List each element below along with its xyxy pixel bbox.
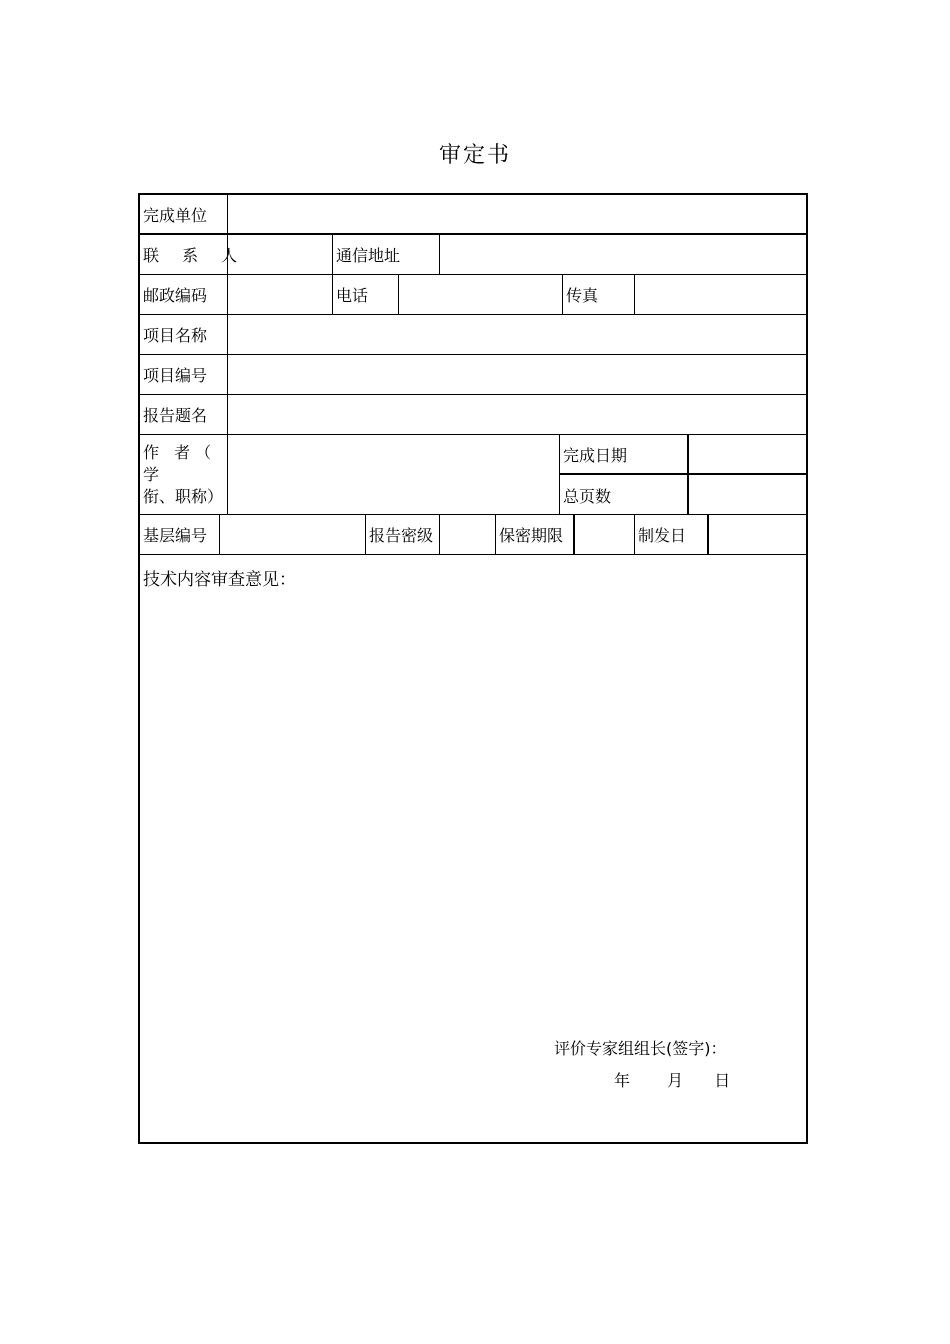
row-project-name: [140, 315, 806, 355]
row-postcode: [140, 275, 806, 315]
secret-term-label: 保密期限: [495, 515, 573, 554]
issue-date-field[interactable]: [707, 515, 808, 554]
unit-label: 完成单位: [143, 205, 208, 225]
author-field[interactable]: [227, 435, 559, 514]
date-day: 日: [714, 1071, 731, 1090]
project-no-field[interactable]: [227, 355, 808, 394]
finish-date-label: 完成日期: [563, 445, 628, 465]
fax-field[interactable]: [634, 275, 808, 314]
author-label: [140, 435, 227, 514]
report-title-field[interactable]: [227, 395, 808, 434]
total-pages-row: [560, 475, 808, 515]
contact-label: 联 系 人: [143, 246, 247, 265]
row-project-no: [140, 355, 806, 395]
date-year: 年: [614, 1071, 631, 1090]
opinion-label: 技术内容审查意见：: [143, 570, 296, 590]
approval-form: [138, 193, 808, 1144]
author-label-line2: 衔、职称）: [143, 486, 224, 506]
base-no-field[interactable]: [219, 515, 365, 554]
secret-term-field[interactable]: [573, 515, 634, 554]
row-author: [140, 435, 806, 515]
project-name-field[interactable]: [227, 315, 808, 354]
contact-field[interactable]: [227, 235, 332, 274]
row-base-no: [140, 515, 806, 555]
report-title-label: 报告题名: [143, 406, 208, 425]
fax-label: 传真: [562, 275, 634, 314]
address-field[interactable]: [439, 235, 808, 274]
issue-date-label: 制发日: [634, 515, 707, 554]
total-pages-label: 总页数: [563, 486, 612, 506]
unit-field[interactable]: [227, 195, 808, 233]
project-name-label: 项目名称: [143, 326, 208, 345]
author-label-line1: 作 者（ 学: [143, 442, 217, 484]
total-pages-field[interactable]: [687, 475, 809, 515]
secret-level-label: 报告密级: [365, 515, 439, 554]
row-unit: [140, 195, 806, 235]
opinion-area[interactable]: [140, 555, 806, 1142]
postcode-label: 邮政编码: [143, 286, 208, 305]
phone-label: 电话: [332, 275, 398, 314]
postcode-field[interactable]: [227, 275, 332, 314]
page-title: 审定书: [438, 143, 511, 168]
author-meta: [559, 435, 808, 514]
date-month: 月: [667, 1071, 684, 1090]
row-report-title: [140, 395, 806, 435]
base-no-label: 基层编号: [143, 526, 208, 545]
secret-level-field[interactable]: [439, 515, 495, 554]
finish-date-row: [560, 435, 808, 475]
project-no-label: 项目编号: [143, 366, 208, 385]
signer-label: 评价专家组组长(签字)：: [554, 1039, 727, 1058]
address-label: 通信地址: [332, 235, 439, 274]
sign-date: [614, 1068, 730, 1091]
phone-field[interactable]: [398, 275, 562, 314]
row-contact: [140, 235, 806, 275]
finish-date-field[interactable]: [687, 435, 809, 473]
